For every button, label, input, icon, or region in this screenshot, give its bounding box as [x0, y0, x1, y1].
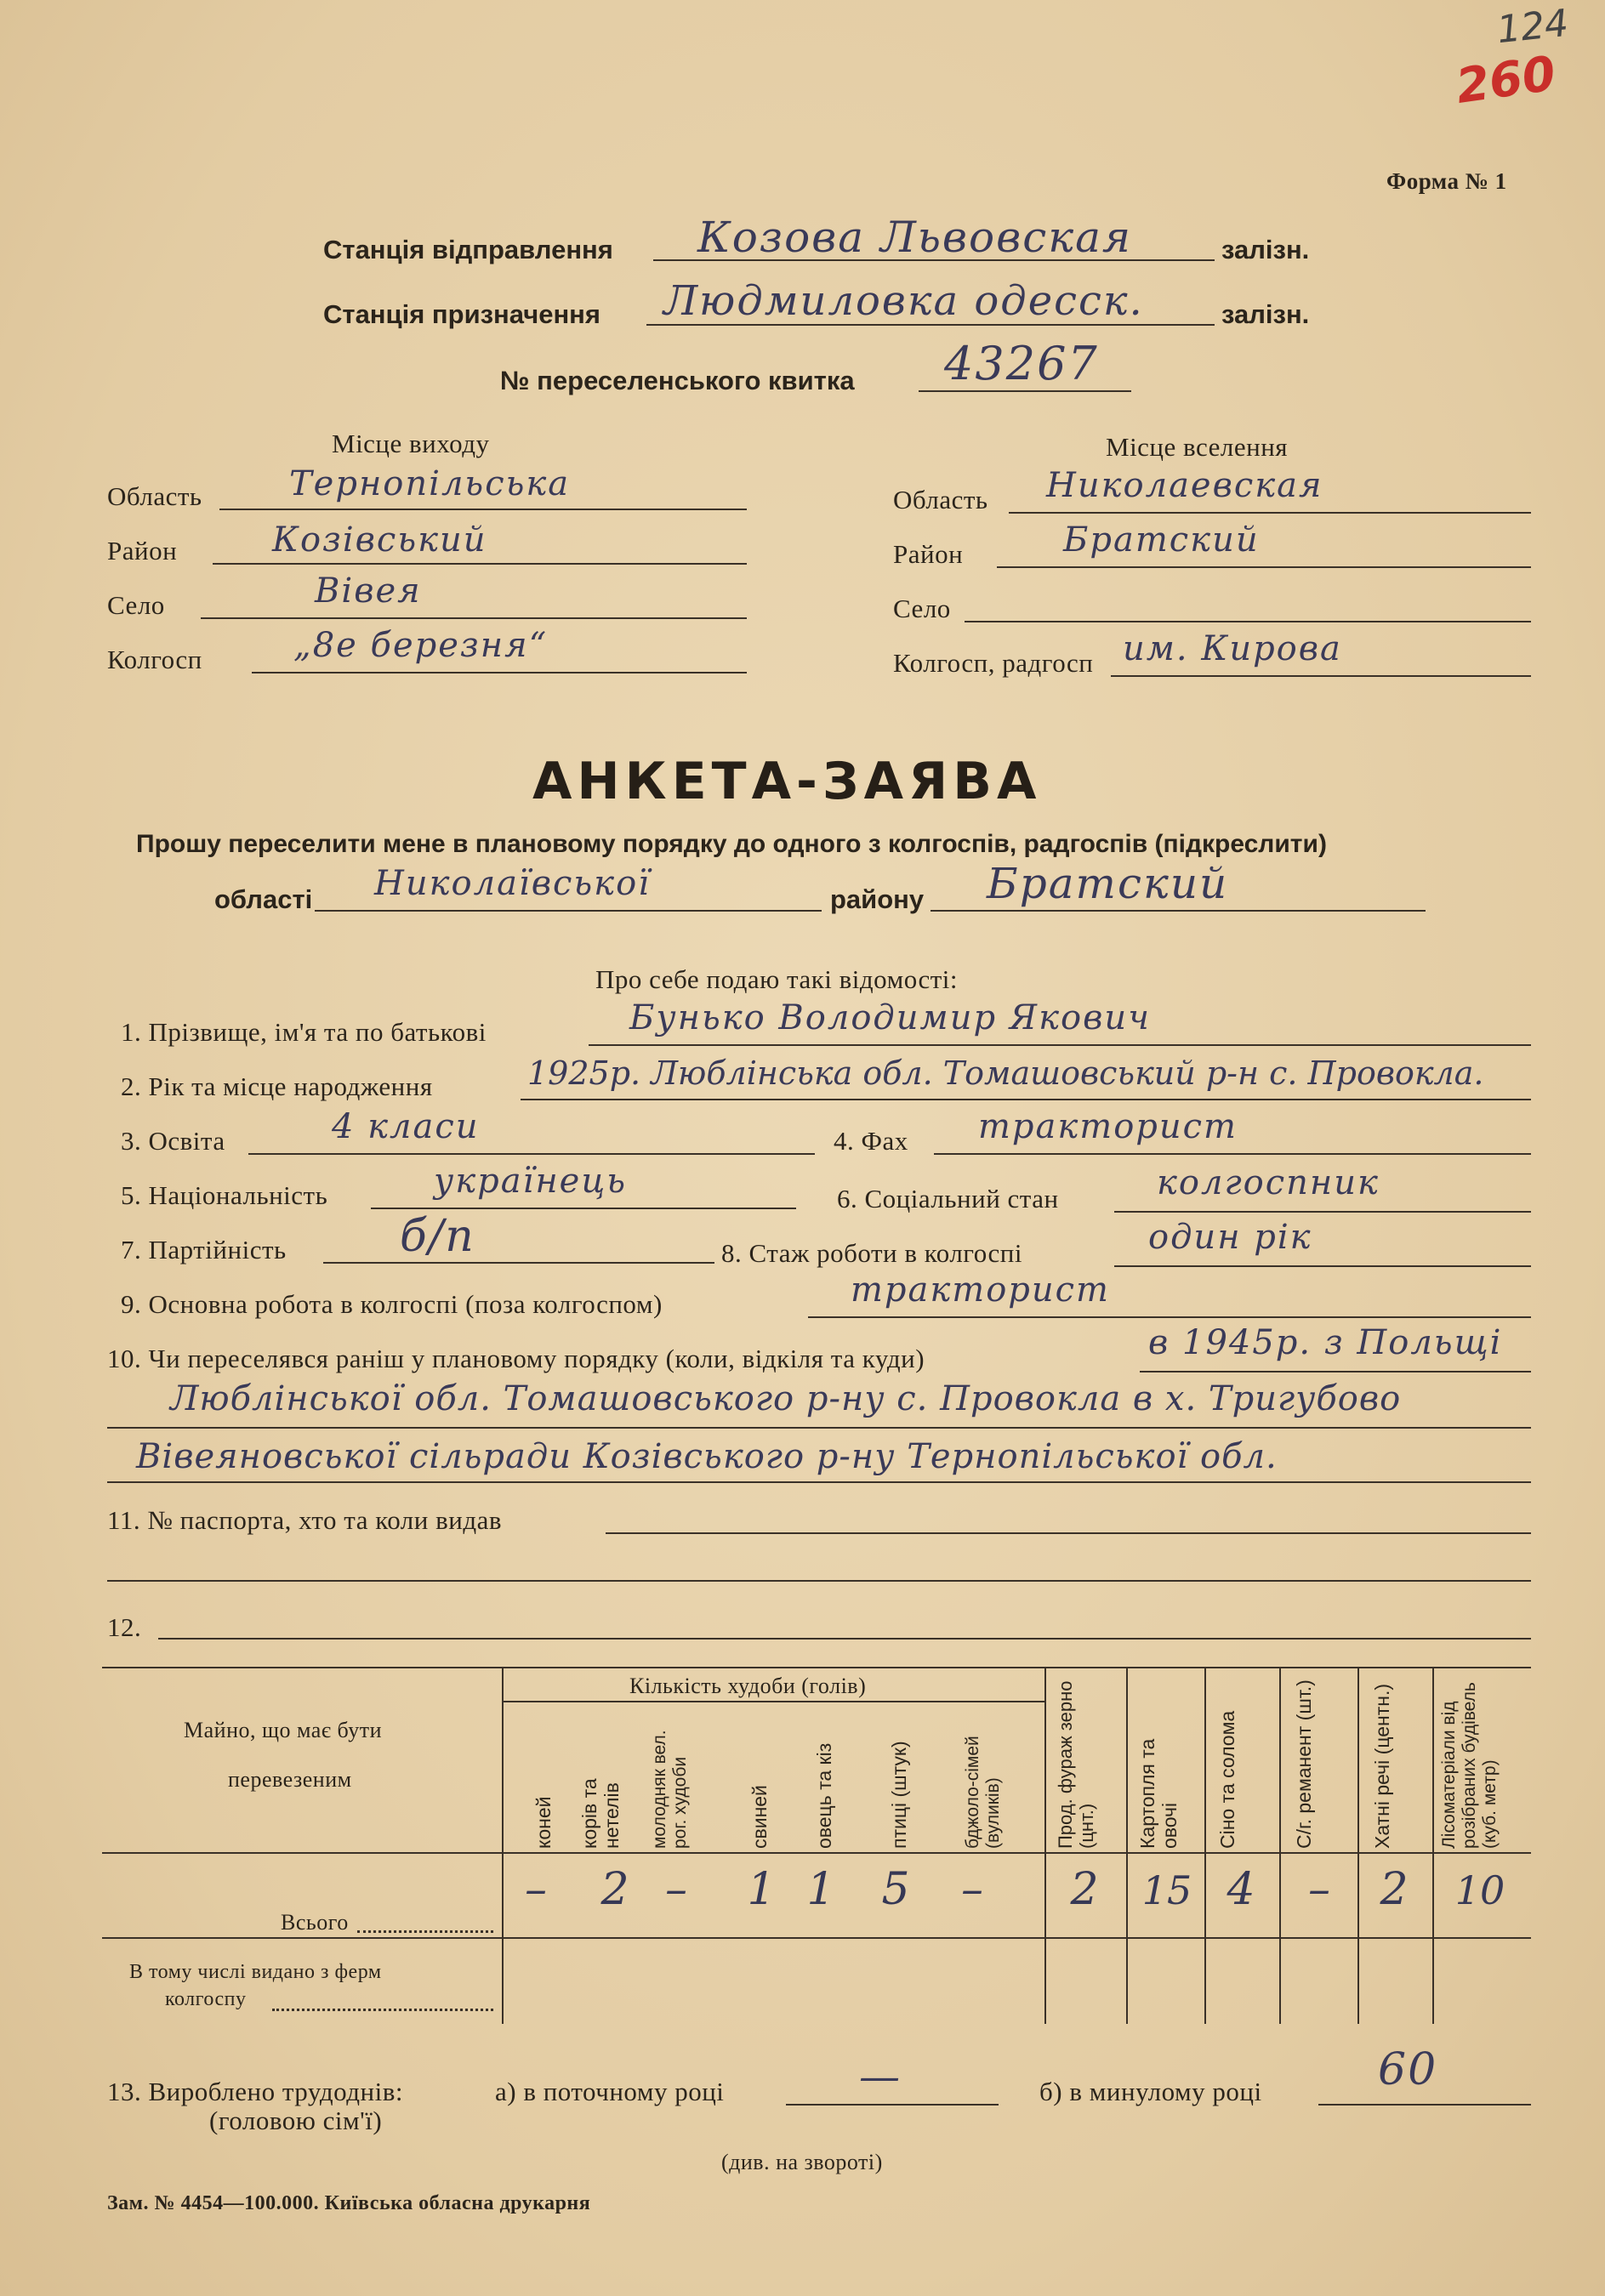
origin-heading: Місце виходу [332, 429, 490, 458]
table-col-rule [1204, 1667, 1206, 2024]
total-hay: 4 [1227, 1864, 1255, 1915]
ticket-line [919, 390, 1131, 392]
total-sheep-goats: 1 [806, 1864, 835, 1915]
field-1-label: 1. Прізвище, ім'я та по батькові [121, 1017, 487, 1047]
ticket-label: № переселенського квитка [500, 366, 855, 395]
workdays-current-line [786, 2104, 999, 2106]
request-oblast-line [315, 910, 822, 912]
destination-selo-line [965, 621, 1531, 622]
field-12-label: 12. [107, 1612, 142, 1642]
destination-heading: Місце вселення [1106, 432, 1289, 462]
field-11-line-1 [606, 1532, 1531, 1534]
col-header-hay: Сіно та солома [1216, 1710, 1238, 1849]
total-bee-colonies: – [961, 1864, 983, 1915]
field-7-label: 7. Партійність [121, 1235, 287, 1265]
field-9-line [808, 1316, 1531, 1318]
field-10-value-1: в 1945р. з Польщі [1148, 1323, 1503, 1362]
destination-kolhosp-value: им. Кирова [1123, 629, 1342, 668]
workdays-label: 13. Вироблено трудоднів: [107, 2077, 404, 2106]
field-3-line [248, 1153, 815, 1155]
field-7-line [323, 1262, 714, 1264]
field-2-label: 2. Рік та місце народження [121, 1071, 433, 1101]
workdays-prev-line [1318, 2104, 1531, 2106]
field-1-line [589, 1044, 1531, 1046]
destination-oblast-line [1009, 512, 1531, 514]
col-header-household: Хатні речі (центн.) [1371, 1683, 1393, 1849]
station-to-value: Людмиловка одесск. [663, 277, 1144, 325]
workdays-current-value: — [859, 2053, 902, 2100]
intro-text: Про себе подаю такі відомості: [595, 964, 959, 994]
railway-suffix-2: залізн. [1221, 299, 1310, 329]
field-8-line [1114, 1265, 1531, 1267]
destination-selo-label: Село [893, 594, 951, 623]
origin-kolhosp-label: Колгосп [107, 645, 202, 674]
form-number: Форма № 1 [1386, 168, 1507, 194]
origin-raion-value: Козівський [272, 520, 487, 560]
archive-number-top: 124 [1494, 1, 1571, 53]
field-5-label: 5. Національність [121, 1180, 328, 1210]
field-11-line-2 [107, 1580, 1531, 1582]
field-6-value: колгоспник [1157, 1163, 1380, 1202]
request-raion-label: району [830, 884, 925, 914]
total-pigs: 1 [747, 1864, 776, 1915]
request-oblast-value: Николаївської [374, 864, 651, 903]
col-header-sheep-goats: овець та кіз [813, 1742, 835, 1849]
col-header-equipment: С/г. реманент (шт.) [1293, 1679, 1315, 1849]
request-raion-value: Братский [987, 859, 1229, 908]
field-10-line-1 [1140, 1371, 1531, 1372]
field-9-value: тракторист [851, 1270, 1110, 1310]
field-12-line [158, 1638, 1531, 1640]
table-total-rule [102, 1937, 1531, 1939]
field-4-value: тракторист [978, 1107, 1238, 1146]
field-3-value: 4 класи [332, 1107, 480, 1146]
printer-line: Зам. № 4454—100.000. Київська обласна друкарня [107, 2192, 591, 2214]
destination-oblast-label: Область [893, 485, 988, 514]
field-11-label: 11. № паспорта, хто та коли видав [107, 1505, 502, 1535]
field-6-label: 6. Соціальний стан [837, 1184, 1059, 1213]
table-left-col-rule [502, 1667, 504, 2024]
workdays-sublabel: (головою сім'ї) [209, 2106, 383, 2135]
origin-selo-value: Вівея [315, 571, 422, 611]
field-3-label: 3. Освіта [121, 1126, 225, 1156]
field-4-line [934, 1153, 1531, 1155]
field-10-value-3: Вівеяновської сільради Козівського р-ну Тернопільської обл. [136, 1437, 1278, 1476]
request-text: Прошу переселити мене в плановому порядку до одного з колгоспів, радгоспів (підкреслити) [136, 830, 1327, 858]
destination-raion-label: Район [893, 539, 964, 569]
table-top-rule [102, 1667, 1531, 1668]
workdays-prev-label: б) в минулому році [1039, 2077, 1262, 2106]
document-title: АНКЕТА-ЗАЯВА [532, 752, 1042, 811]
table-subrow-label-2: колгоспу [165, 1988, 247, 2010]
origin-raion-line [213, 563, 747, 565]
field-10-line-2 [107, 1427, 1531, 1429]
col-header-horses: коней [532, 1796, 555, 1849]
footer-note: (див. на звороті) [721, 2150, 883, 2174]
table-col-rule [1432, 1667, 1434, 2024]
table-col-rule [1279, 1667, 1281, 2024]
field-5-line [371, 1208, 796, 1209]
table-group-end-rule [1044, 1667, 1046, 2024]
origin-raion-label: Район [107, 536, 178, 565]
workdays-prev-value: 60 [1378, 2044, 1438, 2095]
field-10-value-2: Люблінської обл. Томашовського р-ну с. Провокла в х. Тригубово [170, 1379, 1402, 1418]
total-horses: – [525, 1864, 547, 1915]
field-10-label: 10. Чи переселявся раніш у плановому порядку (коли, відкіля та куди) [107, 1344, 925, 1373]
origin-kolhosp-value: „8е березня“ [293, 626, 549, 665]
total-timber: 10 [1454, 1867, 1505, 1913]
field-5-value: українець [434, 1162, 628, 1201]
total-young-cattle: – [665, 1864, 687, 1915]
destination-kolhosp-line [1111, 675, 1531, 677]
workdays-current-label: а) в поточному році [495, 2077, 725, 2106]
destination-kolhosp-label: Колгосп, радгосп [893, 648, 1094, 678]
origin-kolhosp-line [252, 672, 747, 673]
table-group-rule [502, 1701, 1046, 1702]
total-equipment: – [1308, 1864, 1330, 1915]
request-oblast-label: області [214, 884, 313, 914]
col-header-pigs: свиней [748, 1785, 771, 1849]
total-household: 2 [1380, 1864, 1409, 1915]
archive-number-red: 260 [1453, 46, 1559, 115]
field-1-value: Бунько Володимир Якович [629, 998, 1151, 1037]
origin-selo-label: Село [107, 590, 165, 620]
request-raion-line [931, 910, 1426, 912]
ticket-value: 43267 [944, 337, 1099, 390]
col-header-cows: корів та нетелів [578, 1778, 623, 1849]
destination-raion-line [997, 566, 1531, 568]
table-header-rule [102, 1852, 1531, 1854]
total-potatoes: 15 [1141, 1867, 1192, 1913]
station-from-value: Козова Львовская [697, 213, 1133, 262]
table-col-rule [1357, 1667, 1359, 2024]
property-table [102, 1667, 1531, 2024]
total-cows: 2 [600, 1864, 629, 1915]
origin-selo-line [201, 617, 747, 619]
table-group-header: Кількість худоби (голів) [629, 1674, 867, 1698]
destination-raion-value: Братский [1063, 520, 1260, 560]
col-header-grain: Прод. фураж зерно (цнт.) [1055, 1680, 1097, 1849]
origin-oblast-label: Область [107, 481, 202, 511]
field-2-line [521, 1099, 1531, 1100]
col-header-poultry: птиці (штук) [888, 1741, 910, 1849]
destination-oblast-value: Николаевская [1046, 466, 1323, 505]
col-header-timber: Лісоматеріали від розібраних будівель (куб. метр) [1439, 1682, 1500, 1849]
origin-oblast-line [219, 509, 747, 510]
field-7-value: б/п [400, 1211, 475, 1262]
station-to-label: Станція призначення [323, 299, 600, 329]
field-6-line [1114, 1211, 1531, 1213]
field-8-label: 8. Стаж роботи в колгоспі [721, 1238, 1022, 1268]
field-8-value: один рік [1148, 1218, 1312, 1257]
table-row-header-line-2: перевезеним [228, 1767, 352, 1792]
field-4-label: 4. Фах [834, 1126, 908, 1156]
total-poultry: 5 [881, 1864, 910, 1915]
col-header-young-cattle: молодняк вел. рог. худоби [650, 1730, 690, 1849]
railway-suffix-1: залізн. [1221, 235, 1310, 264]
table-row-header-line-1: Майно, що має бути [184, 1718, 382, 1742]
table-total-dots [357, 1930, 493, 1933]
table-col-rule [1126, 1667, 1128, 2024]
station-from-label: Станція відправлення [323, 235, 613, 264]
table-subrow-dots [272, 2009, 493, 2011]
field-9-label: 9. Основна робота в колгоспі (поза колгоспом) [121, 1289, 663, 1319]
field-10-line-3 [107, 1481, 1531, 1483]
col-header-potatoes: Картопля та овочі [1136, 1738, 1181, 1849]
col-header-bee-colonies: бджоло-сімей (вуликів) [963, 1736, 1003, 1849]
field-2-value: 1925р. Люблінська обл. Томашовський р-н с. Провокла. [527, 1054, 1484, 1092]
origin-oblast-value: Тернопільська [289, 464, 571, 503]
table-subrow-label-1: В тому числі видано з ферм [129, 1961, 382, 1983]
table-total-label: Всього [281, 1910, 349, 1935]
total-grain: 2 [1070, 1864, 1099, 1915]
